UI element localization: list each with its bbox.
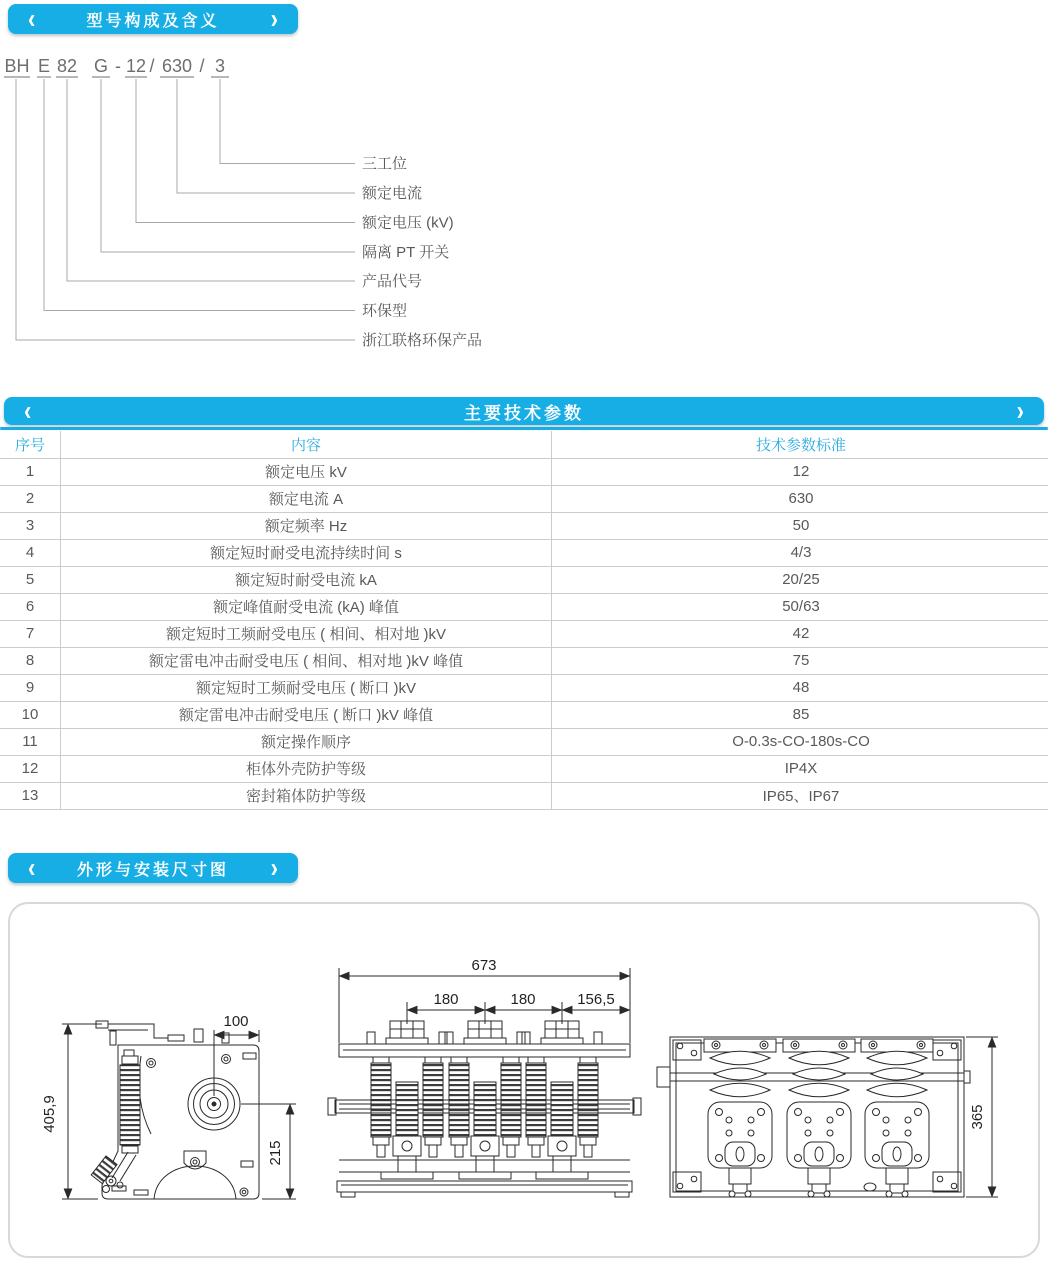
cell-content: 额定短时耐受电流持续时间 s	[61, 539, 552, 566]
cell-index: 8	[0, 647, 61, 674]
cell-index: 5	[0, 566, 61, 593]
cell-content: 额定雷电冲击耐受电压 ( 断口 )kV 峰值	[61, 701, 552, 728]
dim-label-side-height: 405,9	[41, 1095, 58, 1133]
table-top-accent-line	[0, 427, 1048, 430]
table-row	[0, 485, 1048, 512]
cell-value: IP4X	[552, 755, 1048, 782]
cell-content: 额定短时工频耐受电压 ( 相间、相对地 )kV	[61, 620, 552, 647]
cell-content: 额定短时工频耐受电压 ( 断口 )kV	[61, 674, 552, 701]
model-part-label: 隔离 PT 开关	[362, 244, 450, 261]
model-part-label: 额定电流	[362, 185, 423, 202]
chevron-left-icon: ‹	[28, 2, 36, 34]
model-code-separator: /	[199, 56, 205, 76]
dimension-drawings	[10, 904, 1038, 1256]
cell-index: 12	[0, 755, 61, 782]
dim-label-rear-height: 365	[969, 1104, 986, 1130]
cell-index: 6	[0, 593, 61, 620]
model-code-separator: /	[149, 56, 155, 76]
model-part-label: 产品代号	[362, 273, 423, 290]
table-row	[0, 566, 1048, 593]
chevron-left-icon: ‹	[28, 851, 36, 883]
cell-value: 75	[552, 647, 1048, 674]
cell-value: IP65、IP67	[552, 782, 1048, 809]
table-row	[0, 728, 1048, 755]
cell-content: 额定频率 Hz	[61, 512, 552, 539]
cell-value: 42	[552, 620, 1048, 647]
model-code-part: G	[93, 56, 109, 76]
table-row	[0, 593, 1048, 620]
chevron-right-icon: ›	[1016, 394, 1024, 426]
model-part-label: 环保型	[362, 302, 408, 320]
table-row	[0, 701, 1048, 728]
dim-label-front-width: 673	[471, 957, 497, 974]
dim-label-front-span3: 156,5	[577, 991, 615, 1008]
dim-label-front-span2: 180	[510, 991, 536, 1008]
chevron-right-icon: ›	[270, 2, 278, 34]
cell-index: 7	[0, 620, 61, 647]
cell-content: 额定短时耐受电流 kA	[61, 566, 552, 593]
dim-label-side-top-width: 100	[223, 1013, 249, 1030]
section-banner-model	[8, 4, 298, 34]
table-header-row	[0, 431, 1048, 458]
table-row	[0, 539, 1048, 566]
model-code-part: 82	[56, 56, 78, 76]
cell-value: 85	[552, 701, 1048, 728]
table-row	[0, 620, 1048, 647]
section-title-params: 主要技术参数	[464, 403, 584, 423]
chevron-right-icon: ›	[270, 851, 278, 883]
model-code-separator: -	[115, 56, 121, 76]
model-code-part: 630	[161, 56, 193, 76]
section-title-dimensions: 外形与安装尺寸图	[76, 861, 229, 879]
cell-value: 630	[552, 485, 1048, 512]
model-composition-diagram	[0, 50, 600, 355]
col-header-index: 序号	[0, 431, 61, 458]
params-table	[0, 431, 1048, 810]
cell-content: 额定电压 kV	[61, 458, 552, 485]
dim-label-front-span1: 180	[433, 991, 459, 1008]
model-code-part: 12	[125, 56, 147, 76]
model-part-label: 三工位	[362, 155, 408, 173]
model-part-label: 浙江联格环保产品	[362, 332, 483, 349]
table-row	[0, 458, 1048, 485]
model-code-part: E	[37, 56, 51, 76]
dim-label-side-shaft-height: 215	[267, 1140, 284, 1166]
model-code-part: 3	[214, 56, 226, 76]
cell-value: 48	[552, 674, 1048, 701]
chevron-left-icon: ‹	[24, 394, 32, 426]
rear-view-drawing	[657, 1037, 998, 1197]
cell-value: 12	[552, 458, 1048, 485]
cell-value: 50/63	[552, 593, 1048, 620]
cell-index: 10	[0, 701, 61, 728]
cell-content: 额定操作顺序	[61, 728, 552, 755]
section-banner-dimensions	[8, 853, 298, 883]
cell-content: 柜体外壳防护等级	[61, 755, 552, 782]
cell-index: 1	[0, 458, 61, 485]
cell-index: 2	[0, 485, 61, 512]
cell-index: 11	[0, 728, 61, 755]
table-row	[0, 674, 1048, 701]
model-part-label: 额定电压 (kV)	[362, 214, 454, 232]
cell-content: 额定雷电冲击耐受电压 ( 相间、相对地 )kV 峰值	[61, 647, 552, 674]
col-header-content: 内容	[61, 431, 552, 458]
cell-index: 3	[0, 512, 61, 539]
col-header-standard: 技术参数标准	[552, 431, 1048, 458]
table-row	[0, 512, 1048, 539]
model-code-part: BH	[4, 56, 30, 76]
cell-value: 4/3	[552, 539, 1048, 566]
section-banner-params	[4, 394, 1044, 426]
cell-content: 密封箱体防护等级	[61, 782, 552, 809]
cell-index: 9	[0, 674, 61, 701]
side-view-drawing	[62, 1021, 296, 1199]
drawing-panel	[8, 902, 1040, 1258]
cell-value: 50	[552, 512, 1048, 539]
cell-index: 4	[0, 539, 61, 566]
cell-index: 13	[0, 782, 61, 809]
table-row	[0, 755, 1048, 782]
section-title-model: 型号构成及含义	[86, 12, 220, 30]
cell-value: O-0.3s-CO-180s-CO	[552, 728, 1048, 755]
cell-content: 额定峰值耐受电流 (kA) 峰值	[61, 593, 552, 620]
table-row	[0, 647, 1048, 674]
cell-value: 20/25	[552, 566, 1048, 593]
model-leader-lines	[16, 79, 355, 340]
cell-content: 额定电流 A	[61, 485, 552, 512]
table-row	[0, 782, 1048, 809]
